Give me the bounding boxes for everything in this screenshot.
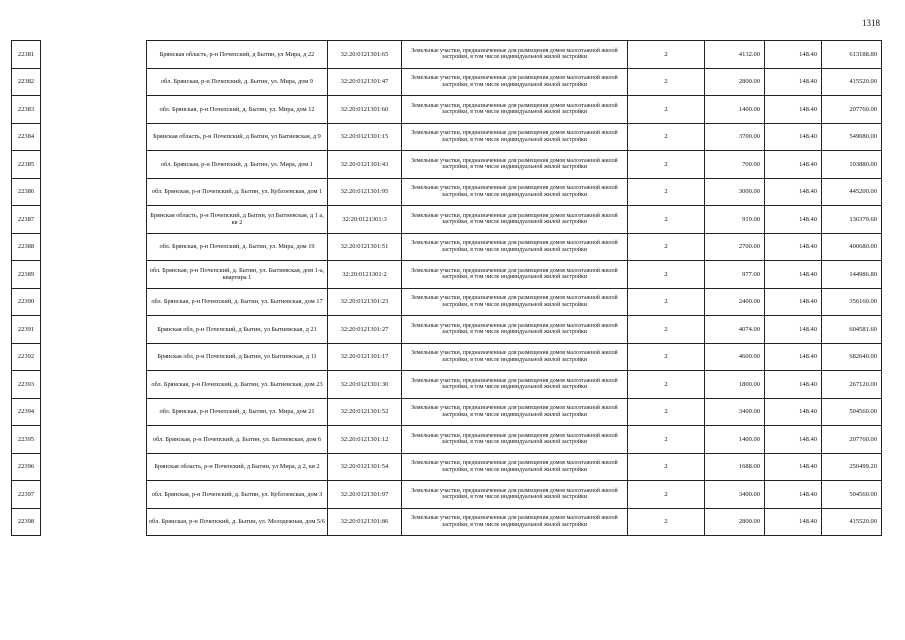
address-cell: Брянская область, р-н Почепский, д Бытин, ул Бытиевская, д 1 а, кв 2: [147, 206, 328, 234]
area-cell: 4132.00: [705, 41, 765, 69]
cost-cell: 504560.00: [822, 398, 882, 426]
category-cell: 2: [628, 41, 705, 69]
row-number-column: [11, 40, 41, 536]
address-cell: обл. Брянская, р-н Почепский, д. Бытин, ул. Мира, дом 19: [147, 233, 328, 261]
land-use-cell: Земельные участки, предназначенные для размещения домов малоэтажной жилой застройки, в том числе индивидуальной жилой застройки: [402, 151, 628, 179]
area-cell: 2800.00: [705, 68, 765, 96]
land-use-cell: Земельные участки, предназначенные для размещения домов малоэтажной жилой застройки, в том числе индивидуальной жилой застройки: [402, 508, 628, 536]
cadastral-number-cell: 32:20:0121301:54: [328, 453, 402, 481]
rate-cell: 148.40: [765, 426, 822, 454]
row-number-cell: 22395: [12, 426, 41, 454]
land-use-cell: Земельные участки, предназначенные для размещения домов малоэтажной жилой застройки, в том числе индивидуальной жилой застройки: [402, 426, 628, 454]
area-cell: 2700.00: [705, 233, 765, 261]
row-number-row: [12, 508, 41, 536]
cadastral-number-cell: 32:20:0121301:47: [328, 68, 402, 96]
category-cell: 2: [628, 178, 705, 206]
area-cell: 3700.00: [705, 123, 765, 151]
address-cell: Брянская область, р-н Почепский, д Бытин, ул Мира, д 22: [147, 41, 328, 69]
category-cell: 2: [628, 343, 705, 371]
category-cell: 2: [628, 316, 705, 344]
address-cell: обл. Брянская, р-н Почепский, д. Бытин, ул. Бытиевская, дом 23: [147, 371, 328, 399]
row-number-body: [12, 41, 41, 536]
row-number-row: [12, 288, 41, 316]
land-use-cell: Земельные участки, предназначенные для размещения домов малоэтажной жилой застройки, в том числе индивидуальной жилой застройки: [402, 41, 628, 69]
area-cell: 1688.00: [705, 453, 765, 481]
cost-cell: 415520.00: [822, 508, 882, 536]
cost-cell: 604581.60: [822, 316, 882, 344]
area-cell: 3400.00: [705, 398, 765, 426]
table-row: [147, 151, 882, 179]
category-cell: 2: [628, 426, 705, 454]
row-number-row: [12, 68, 41, 96]
land-use-cell: Земельные участки, предназначенные для размещения домов малоэтажной жилой застройки, в том числе индивидуальной жилой застройки: [402, 206, 628, 234]
rate-cell: 148.40: [765, 288, 822, 316]
row-number-row: [12, 233, 41, 261]
row-number-row: [12, 343, 41, 371]
table-row: [147, 371, 882, 399]
rate-cell: 148.40: [765, 41, 822, 69]
area-cell: 1800.00: [705, 371, 765, 399]
row-number-cell: 22386: [12, 178, 41, 206]
land-use-cell: Земельные участки, предназначенные для размещения домов малоэтажной жилой застройки, в том числе индивидуальной жилой застройки: [402, 123, 628, 151]
cost-cell: 415520.00: [822, 68, 882, 96]
rate-cell: 148.40: [765, 151, 822, 179]
cost-cell: 445200.00: [822, 178, 882, 206]
address-cell: обл. Брянская, р-н Почепский, д. Бытин, ул. Кублоевская, дом 1: [147, 178, 328, 206]
address-cell: обл. Брянская, р-н Почепский, д. Бытин, ул. Мира, дом 1: [147, 151, 328, 179]
address-cell: обл. Брянская, р-н Почепский, д. Бытин, ул. Бытиевская, дом 17: [147, 288, 328, 316]
land-use-cell: Земельные участки, предназначенные для размещения домов малоэтажной жилой застройки, в том числе индивидуальной жилой застройки: [402, 233, 628, 261]
rate-cell: 148.40: [765, 206, 822, 234]
row-number-cell: 22387: [12, 206, 41, 234]
row-number-cell: 22388: [12, 233, 41, 261]
area-cell: 4600.00: [705, 343, 765, 371]
cost-cell: 144986.80: [822, 261, 882, 289]
row-number-cell: 22394: [12, 398, 41, 426]
category-cell: 2: [628, 453, 705, 481]
table-row: [147, 508, 882, 536]
table-row: [147, 398, 882, 426]
table-row: [147, 316, 882, 344]
row-number-cell: 22392: [12, 343, 41, 371]
row-number-row: [12, 41, 41, 69]
cost-cell: 103880.00: [822, 151, 882, 179]
table-row: [147, 96, 882, 124]
rate-cell: 148.40: [765, 123, 822, 151]
address-cell: обл. Брянская, р-н Почепский, д. Бытин, ул. Молодежная, дом 5/6: [147, 508, 328, 536]
address-cell: Брянская область, р-н Почепский, д Бытин, ул Бытиевская, д 9: [147, 123, 328, 151]
rate-cell: 148.40: [765, 371, 822, 399]
land-use-cell: Земельные участки, предназначенные для размещения домов малоэтажной жилой застройки, в том числе индивидуальной жилой застройки: [402, 453, 628, 481]
cadastral-number-cell: 32:20:0121301:95: [328, 178, 402, 206]
cadastral-number-cell: 32:20:0121301:43: [328, 151, 402, 179]
cadastral-number-cell: 32:20:0121301:51: [328, 233, 402, 261]
cost-cell: 250499.20: [822, 453, 882, 481]
area-cell: 977.00: [705, 261, 765, 289]
rate-cell: 148.40: [765, 261, 822, 289]
address-cell: обл. Брянская, р-н Почепский, д. Бытин, ул. Бытиевская, дом 1-а, квартира 1: [147, 261, 328, 289]
cadastral-number-cell: 32:20:0121301:60: [328, 96, 402, 124]
land-use-cell: Земельные участки, предназначенные для размещения домов малоэтажной жилой застройки, в том числе индивидуальной жилой застройки: [402, 178, 628, 206]
cost-cell: 207760.00: [822, 96, 882, 124]
area-cell: 919.00: [705, 206, 765, 234]
cadastral-number-cell: 32:20:0121301:52: [328, 398, 402, 426]
row-number-row: [12, 453, 41, 481]
category-cell: 2: [628, 96, 705, 124]
row-number-cell: 22382: [12, 68, 41, 96]
land-use-cell: Земельные участки, предназначенные для размещения домов малоэтажной жилой застройки, в том числе индивидуальной жилой застройки: [402, 398, 628, 426]
page-number: 1318: [862, 18, 880, 28]
cost-cell: 356160.00: [822, 288, 882, 316]
table-row: [147, 261, 882, 289]
cost-cell: 207760.00: [822, 426, 882, 454]
address-cell: обл. Брянская, р-н Почепский, д. Бытин, ул. Мира, дом 12: [147, 96, 328, 124]
row-number-row: [12, 398, 41, 426]
land-use-cell: Земельные участки, предназначенные для размещения домов малоэтажной жилой застройки, в том числе индивидуальной жилой застройки: [402, 371, 628, 399]
row-number-row: [12, 261, 41, 289]
row-number-cell: 22390: [12, 288, 41, 316]
table-row: [147, 481, 882, 509]
cost-cell: 682640.00: [822, 343, 882, 371]
row-number-row: [12, 123, 41, 151]
rate-cell: 148.40: [765, 96, 822, 124]
cost-cell: 400680.00: [822, 233, 882, 261]
land-use-cell: Земельные участки, предназначенные для размещения домов малоэтажной жилой застройки, в том числе индивидуальной жилой застройки: [402, 481, 628, 509]
address-cell: обл. Брянская, р-н Почепский, д. Бытин, ул. Мира, дом 21: [147, 398, 328, 426]
row-number-row: [12, 481, 41, 509]
land-plots-body: [147, 41, 882, 536]
rate-cell: 148.40: [765, 68, 822, 96]
row-number-cell: 22384: [12, 123, 41, 151]
rate-cell: 148.40: [765, 398, 822, 426]
table-row: [147, 288, 882, 316]
table-row: [147, 41, 882, 69]
rate-cell: 148.40: [765, 178, 822, 206]
cadastral-number-cell: 32:20:0121301:27: [328, 316, 402, 344]
row-number-cell: 22391: [12, 316, 41, 344]
table-row: [147, 343, 882, 371]
table-row: [147, 178, 882, 206]
row-number-cell: 22389: [12, 261, 41, 289]
land-use-cell: Земельные участки, предназначенные для размещения домов малоэтажной жилой застройки, в том числе индивидуальной жилой застройки: [402, 68, 628, 96]
category-cell: 2: [628, 68, 705, 96]
row-number-row: [12, 151, 41, 179]
row-number-cell: 22383: [12, 96, 41, 124]
land-plots-table: [146, 40, 882, 536]
row-number-cell: 22381: [12, 41, 41, 69]
cadastral-number-cell: 32:20:0121301:17: [328, 343, 402, 371]
row-number-row: [12, 96, 41, 124]
area-cell: 3400.00: [705, 481, 765, 509]
land-use-cell: Земельные участки, предназначенные для размещения домов малоэтажной жилой застройки, в том числе индивидуальной жилой застройки: [402, 288, 628, 316]
table-row: [147, 123, 882, 151]
row-number-row: [12, 178, 41, 206]
cost-cell: 267120.00: [822, 371, 882, 399]
rate-cell: 148.40: [765, 233, 822, 261]
rate-cell: 148.40: [765, 316, 822, 344]
cost-cell: 549080.00: [822, 123, 882, 151]
address-cell: Брянская область, р-н Почепский, д Бытин, ул Мира, д 2, кв 2: [147, 453, 328, 481]
cadastral-number-cell: 32:20:0121301:23: [328, 288, 402, 316]
area-cell: 2400.00: [705, 288, 765, 316]
row-number-row: [12, 206, 41, 234]
cadastral-number-cell: 32:20:0121301:15: [328, 123, 402, 151]
area-cell: 1400.00: [705, 96, 765, 124]
rate-cell: 148.40: [765, 481, 822, 509]
row-number-cell: 22397: [12, 481, 41, 509]
category-cell: 2: [628, 151, 705, 179]
category-cell: 2: [628, 261, 705, 289]
land-use-cell: Земельные участки, предназначенные для размещения домов малоэтажной жилой застройки, в том числе индивидуальной жилой застройки: [402, 316, 628, 344]
cadastral-number-cell: 32:20:0121301:3: [328, 206, 402, 234]
table-row: [147, 233, 882, 261]
cost-cell: 504560.00: [822, 481, 882, 509]
address-cell: Брянская обл, р-н Почепский, д Бытин, ул Бытиевская, д 21: [147, 316, 328, 344]
area-cell: 4074.00: [705, 316, 765, 344]
category-cell: 2: [628, 288, 705, 316]
row-number-cell: 22396: [12, 453, 41, 481]
cost-cell: 613188.80: [822, 41, 882, 69]
address-cell: обл. Брянская, р-н Почепский, д. Бытин, ул. Кублоевская, дом 3: [147, 481, 328, 509]
table-row: [147, 206, 882, 234]
category-cell: 2: [628, 206, 705, 234]
row-number-row: [12, 316, 41, 344]
cadastral-number-cell: 32:20:0121301:2: [328, 261, 402, 289]
row-number-cell: 22398: [12, 508, 41, 536]
category-cell: 2: [628, 233, 705, 261]
cadastral-number-cell: 32:20:0121301:86: [328, 508, 402, 536]
table-row: [147, 453, 882, 481]
cadastral-number-cell: 32:20:0121301:12: [328, 426, 402, 454]
rate-cell: 148.40: [765, 453, 822, 481]
category-cell: 2: [628, 123, 705, 151]
category-cell: 2: [628, 371, 705, 399]
land-use-cell: Земельные участки, предназначенные для размещения домов малоэтажной жилой застройки, в том числе индивидуальной жилой застройки: [402, 96, 628, 124]
land-use-cell: Земельные участки, предназначенные для размещения домов малоэтажной жилой застройки, в том числе индивидуальной жилой застройки: [402, 343, 628, 371]
address-cell: обл. Брянская, р-н Почепский, д. Бытин, ул. Бытиевская, дом 6: [147, 426, 328, 454]
cost-cell: 136379.60: [822, 206, 882, 234]
category-cell: 2: [628, 508, 705, 536]
cadastral-number-cell: 32:20:0121301:65: [328, 41, 402, 69]
area-cell: 700.00: [705, 151, 765, 179]
cadastral-number-cell: 32:20:0121301:97: [328, 481, 402, 509]
cadastral-number-cell: 32:20:0121301:30: [328, 371, 402, 399]
rate-cell: 148.40: [765, 343, 822, 371]
row-number-cell: 22385: [12, 151, 41, 179]
table-row: [147, 68, 882, 96]
address-cell: обл. Брянская, р-н Почепский, д. Бытин, ул. Мира, дом 9: [147, 68, 328, 96]
category-cell: 2: [628, 398, 705, 426]
area-cell: 1400.00: [705, 426, 765, 454]
rate-cell: 148.40: [765, 508, 822, 536]
address-cell: Брянская обл, р-н Почепский, д Бытин, ул Бытиевская, д 11: [147, 343, 328, 371]
row-number-cell: 22393: [12, 371, 41, 399]
table-row: [147, 426, 882, 454]
row-number-row: [12, 371, 41, 399]
area-cell: 2800.00: [705, 508, 765, 536]
area-cell: 3000.00: [705, 178, 765, 206]
land-use-cell: Земельные участки, предназначенные для размещения домов малоэтажной жилой застройки, в том числе индивидуальной жилой застройки: [402, 261, 628, 289]
category-cell: 2: [628, 481, 705, 509]
row-number-row: [12, 426, 41, 454]
